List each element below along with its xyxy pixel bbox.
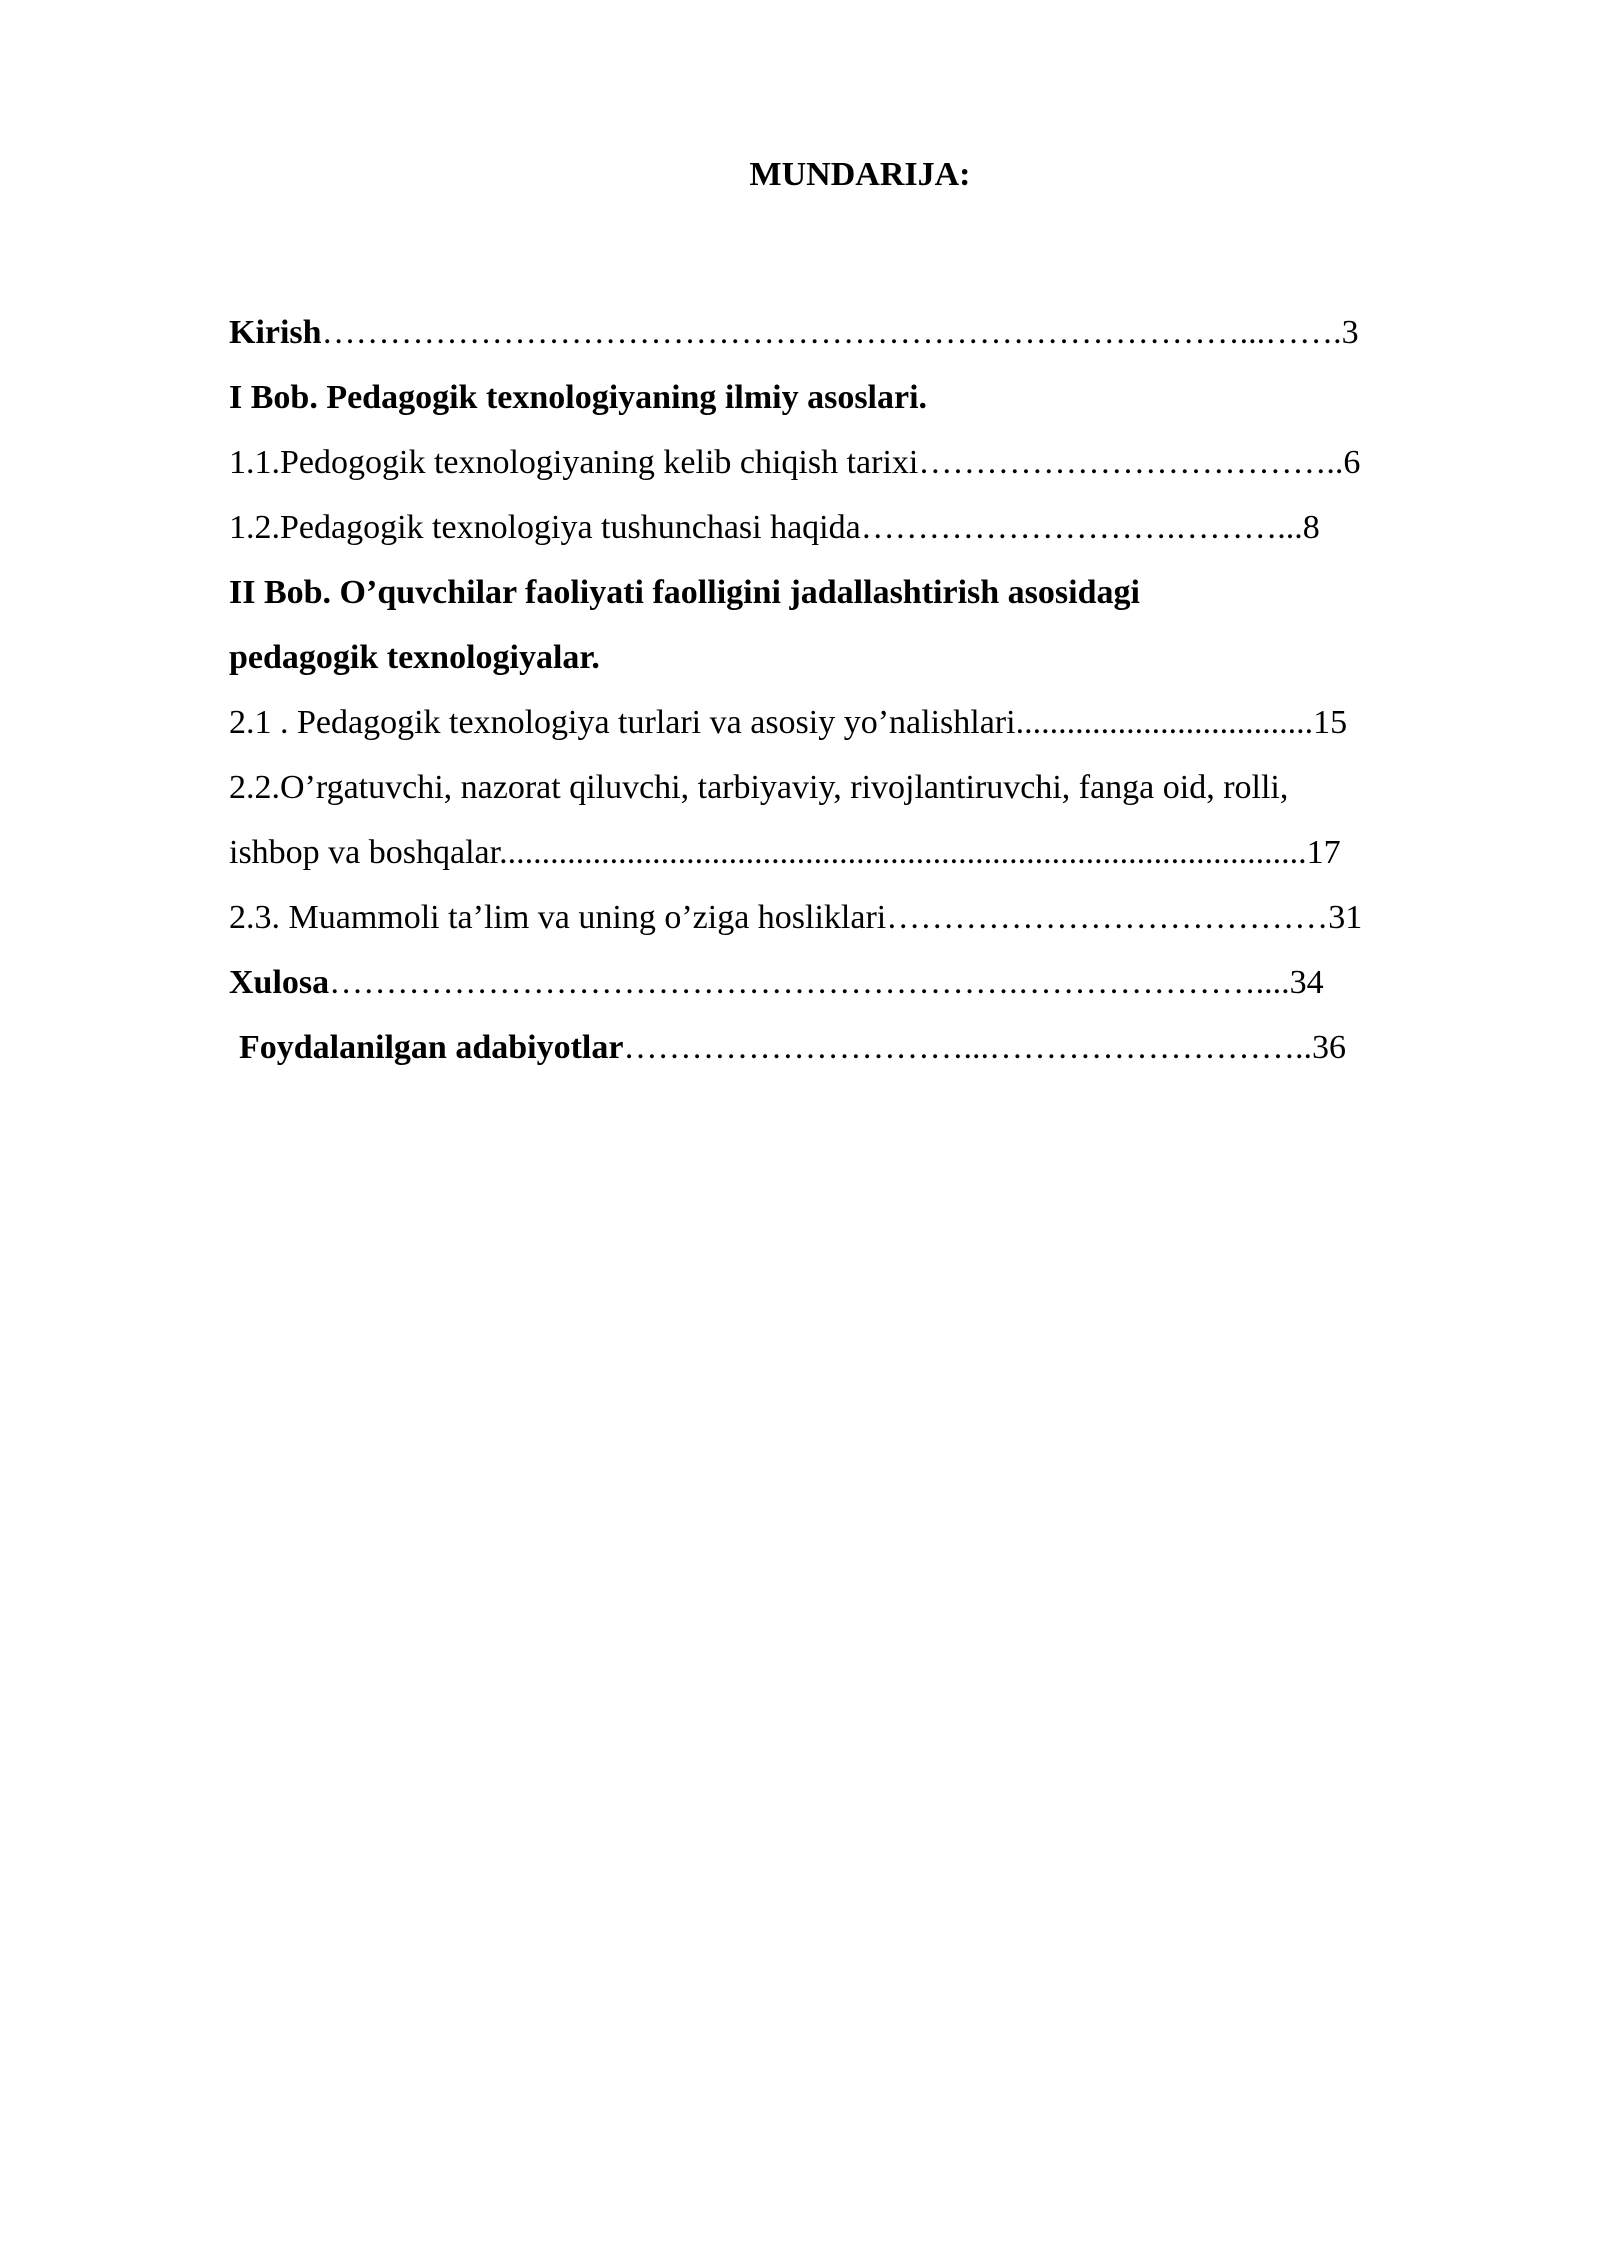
toc-entry-leader: ……………………….………...: [860, 509, 1303, 546]
toc-entry-2-3[interactable]: [229, 885, 1491, 950]
toc-entry-kirish[interactable]: [229, 300, 1491, 365]
toc-entry-adabiyotlar[interactable]: [229, 1015, 1491, 1080]
toc-entry-label: Xulosa: [229, 964, 330, 1001]
page-title: MUNDARIJA:: [749, 156, 971, 193]
toc-entry-label: 1.2.Pedagogik texnologiya tushunchasi haqida: [229, 509, 861, 546]
table-of-contents: [229, 300, 1491, 1080]
toc-entry-1-2[interactable]: [229, 495, 1491, 560]
toc-entry-page: 17: [1306, 834, 1341, 871]
toc-entry-leader: ………………………………………………………………………...…….: [321, 314, 1342, 351]
toc-entry-page: 31: [1328, 899, 1363, 936]
toc-entry-leader: …………………………...………………………..: [623, 1029, 1312, 1066]
toc-entry-page: 34: [1289, 964, 1324, 1001]
toc-entry-leader: ………………………………..: [918, 444, 1344, 481]
toc-entry-leader: ...............................................................................................: [499, 834, 1307, 871]
toc-entry-page: 3: [1341, 314, 1359, 351]
toc-entry-leader: ...................................: [1015, 704, 1314, 741]
toc-entry-xulosa[interactable]: [229, 950, 1491, 1015]
toc-entry-page: 6: [1343, 444, 1361, 481]
toc-chapter-heading[interactable]: II Bob. O’quvchilar faoliyati faolligini jadallashtirish asosidagi: [229, 574, 1140, 611]
toc-chapter-heading-continued[interactable]: pedagogik texnologiyalar.: [229, 639, 600, 676]
toc-entry-2-2[interactable]: 2.2.O’rgatuvchi, nazorat qiluvchi, tarbiyaviy, rivojlantiruvchi, fanga oid, rolli,: [229, 769, 1289, 806]
toc-entry-label: 1.1.Pedogogik texnologiyaning kelib chiqish tarixi: [229, 444, 919, 481]
toc-entry-label: Kirish: [229, 314, 322, 351]
toc-entry-page: 36: [1311, 1029, 1346, 1066]
toc-entry-2-1[interactable]: [229, 690, 1491, 755]
toc-entry-label: Foydalanilgan adabiyotlar: [239, 1029, 624, 1066]
toc-entry-leader: …………………………………………………….…………………....: [329, 964, 1290, 1001]
toc-entry-1-1[interactable]: [229, 430, 1491, 495]
toc-entry-leader: …………………………………: [886, 899, 1329, 936]
toc-entry-label: ishbop va boshqalar: [229, 834, 500, 871]
toc-entry-label: 2.3. Muammoli ta’lim va uning o’ziga hosliklari: [229, 899, 887, 936]
toc-entry-page: 8: [1302, 509, 1320, 546]
toc-entry-2-2-continued[interactable]: [229, 820, 1491, 885]
toc-entry-label: 2.1 . Pedagogik texnologiya turlari va asosiy yo’nalishlari: [229, 704, 1016, 741]
toc-entry-page: 15: [1313, 704, 1348, 741]
toc-chapter-heading[interactable]: I Bob. Pedagogik texnologiyaning ilmiy asoslari.: [229, 379, 928, 416]
